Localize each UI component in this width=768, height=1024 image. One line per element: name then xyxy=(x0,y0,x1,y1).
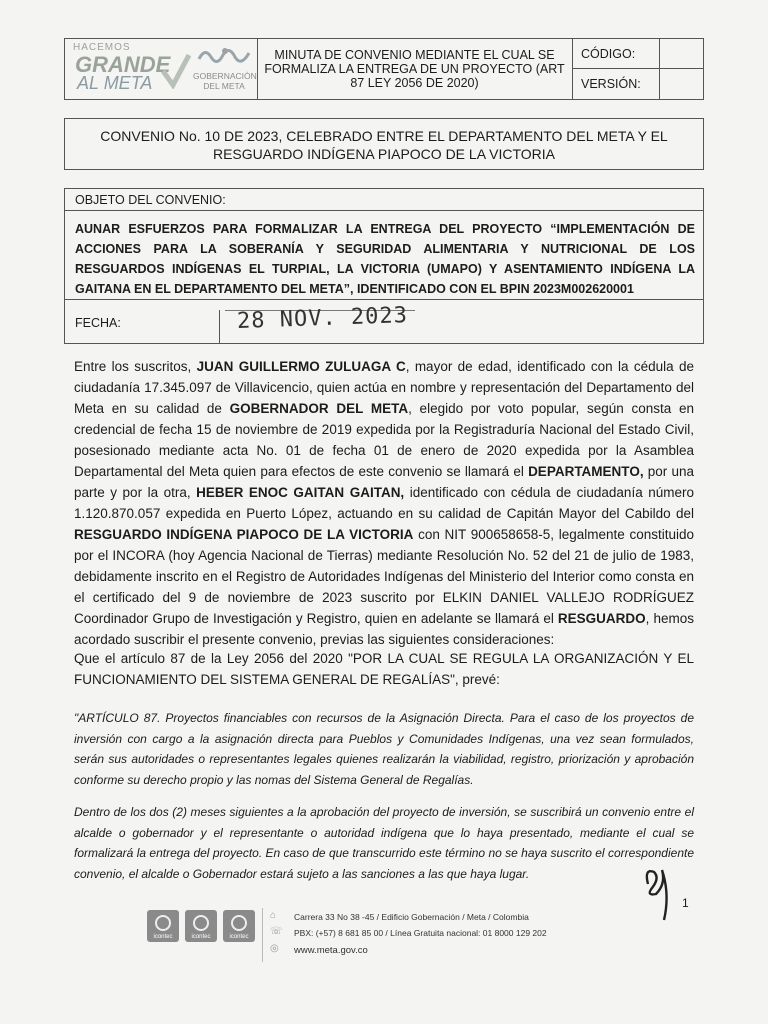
article-quote-2: Dentro de los dos (2) meses siguientes a la aprobación del proyecto de inversión, se suscribirá un convenio entre el alcalde o gobernador y el representante o autoridad indígena que lo haya presentado, mediante el cual se formalizará la entrega del proyecto. En caso de que transcurrido este término no se haya suscrito el correspondiente convenio, el alcalde o Gobernador estará sujeto a las sanciones a las que haya lugar. xyxy=(74,805,694,881)
footer-website[interactable]: www.meta.gov.co xyxy=(294,945,368,956)
gobernacion-line1: GOBERNACIÓN xyxy=(193,71,257,81)
code-value xyxy=(659,39,703,69)
svg-text:icontec: icontec xyxy=(229,934,249,940)
document-title: MINUTA DE CONVENIO MEDIANTE EL CUAL SE FORMALIZA LA ENTREGA DE UN PROYECTO (ART 87 LEY 2056 DE 2020) xyxy=(257,39,573,99)
p1-text: , mayor de edad, identificado con la cédula de ciudadanía 17.345.097 de Villavicencio, quien actúa en nombre y representación del Departamento del Meta en su calidad de xyxy=(74,359,695,416)
objeto-label: OBJETO DEL CONVENIO: xyxy=(65,189,703,211)
objeto-text: AUNAR ESFUERZOS PARA FORMALIZAR LA ENTREGA DEL PROYECTO “IMPLEMENTACIÓN DE ACCIONES PARA LA SOBERANÍA Y SEGURIDAD ALIMENTARIA Y NUTRICIONAL DE LOS RESGUARDOS INDÍGENAS EL TURPIAL, LA VICTORIA (UMAPO) Y ASENTAMIENTO INDÍGENA LA GAITANA EN EL DEPARTAMENTO DEL META”, IDENTIFICADO CON EL BPIN 2023M002620001 xyxy=(75,222,695,296)
code-version-labels xyxy=(573,39,660,99)
logo-al-meta: AL META xyxy=(77,73,153,93)
article-quote-1: "ARTÍCULO 87. Proyectos financiables con recursos de la Asignación Directa. Para el caso de los proyectos de inversión con cargo a la asignación directa para Pueblos y Comunidades Indígenas, una vez sean formulados, serán sus autoridades o representantes legales quienes realizarán la viabilidad, registro, priorización y aprobación conforme su derecho propio y las nomas del Sistema General de Regalías. xyxy=(74,711,694,787)
footer-address: Carrera 33 No 38 -45 / Edificio Gobernación / Meta / Colombia xyxy=(294,912,529,922)
date-stamp: 28 NOV. 2023 xyxy=(236,303,409,334)
globe-icon: ◎ xyxy=(270,943,279,954)
logo-area xyxy=(65,39,258,99)
certification-icon xyxy=(184,909,218,955)
icontec-seal-2 xyxy=(184,909,218,955)
icontec-seal-3 xyxy=(222,909,256,955)
version-label: VERSIÓN: xyxy=(581,77,641,91)
certification-icon xyxy=(146,909,180,955)
gobernacion-label xyxy=(193,71,255,91)
governor-name: JUAN GUILLERMO ZULUAGA C xyxy=(196,359,406,374)
intro-paragraph xyxy=(74,356,694,650)
fecha-divider xyxy=(219,310,220,344)
icontec-seal-1 xyxy=(146,909,180,955)
footer-phone: PBX: (+57) 8 681 85 00 / Línea Gratuita nacional: 01 8000 129 202 xyxy=(294,928,547,938)
governor-title: GOBERNADOR DEL META xyxy=(229,401,409,416)
p1-text: , hemos acordado suscribir el presente convenio, previas las siguientes consideraciones: xyxy=(74,611,694,647)
checkmark-logo-icon xyxy=(161,49,191,89)
footer-divider xyxy=(262,908,263,962)
gobernacion-emblem-icon xyxy=(195,45,255,69)
fecha-label: FECHA: xyxy=(75,316,121,330)
p1-text: por una parte y por la otra, xyxy=(74,464,694,500)
convenio-title: CONVENIO No. 10 DE 2023, CELEBRADO ENTRE EL DEPARTAMENTO DEL META Y EL RESGUARDO INDÍGENA PIAPOCO DE LA VICTORIA xyxy=(64,118,704,170)
p1-text: Entre los suscritos, xyxy=(74,359,197,374)
phone-icon: ☏ xyxy=(270,926,283,937)
initials-signature xyxy=(640,864,680,924)
departamento-term: DEPARTAMENTO, xyxy=(528,464,644,479)
page-number: 1 xyxy=(682,896,689,910)
logo-grande: GRANDE xyxy=(75,52,171,77)
svg-text:icontec: icontec xyxy=(191,934,211,940)
gobernacion-line2: DEL META xyxy=(203,81,245,91)
version-value xyxy=(659,69,703,99)
code-version-values xyxy=(659,39,703,99)
captain-name: HEBER ENOC GAITAN GAITAN, xyxy=(196,485,405,500)
resguardo-term: RESGUARDO xyxy=(557,611,646,626)
document-header xyxy=(64,38,704,100)
article-intro-paragraph: Que el artículo 87 de la Ley 2056 del 2020 "POR LA CUAL SE REGULA LA ORGANIZACIÓN Y EL FUNCIONAMIENTO DEL SISTEMA GENERAL DE REGALÍAS", prevé: xyxy=(74,651,694,687)
resguardo-name: RESGUARDO INDÍGENA PIAPOCO DE LA VICTORIA xyxy=(74,527,414,542)
p1-text: identificado con cédula de ciudadanía número 1.120.870.057 expedida en Puerto López, actuando en su calidad de Capitán Mayor del Cabildo del xyxy=(74,485,694,521)
p1-text: con NIT 900658658-5, legalmente constituido por el INCORA (hoy Agencia Nacional de Tierras) mediante Resolución No. 52 del 21 de julio de 1983, debidamente inscrito en el Registro de Autoridades Indígenas del Ministerio del Interior como consta en el certificado del 9 de noviembre de 2023 suscrito por ELKIN DANIEL VALLEJO RODRÍGUEZ Coordinador Grupo de Investigación y Registro, quien en adelante se llamará el xyxy=(74,527,694,626)
building-icon: ⌂ xyxy=(270,910,277,921)
logo-hacemos: HACEMOS xyxy=(73,42,131,53)
p1-text: , elegido por voto popular, según consta en credencial de fecha 15 de noviembre de 2019 expedida por la Registraduría Nacional del Estado Civil, posesionado mediante acta No. 01 de fecha 01 de enero de 2020 expedida por la Asamblea Departamental del Meta quien para efectos de este convenio se llamará el xyxy=(74,401,695,479)
objeto-box xyxy=(64,188,704,300)
certification-icon xyxy=(222,909,256,955)
fecha-row xyxy=(64,300,704,344)
svg-text:icontec: icontec xyxy=(153,934,173,940)
code-label: CÓDIGO: xyxy=(573,39,659,69)
